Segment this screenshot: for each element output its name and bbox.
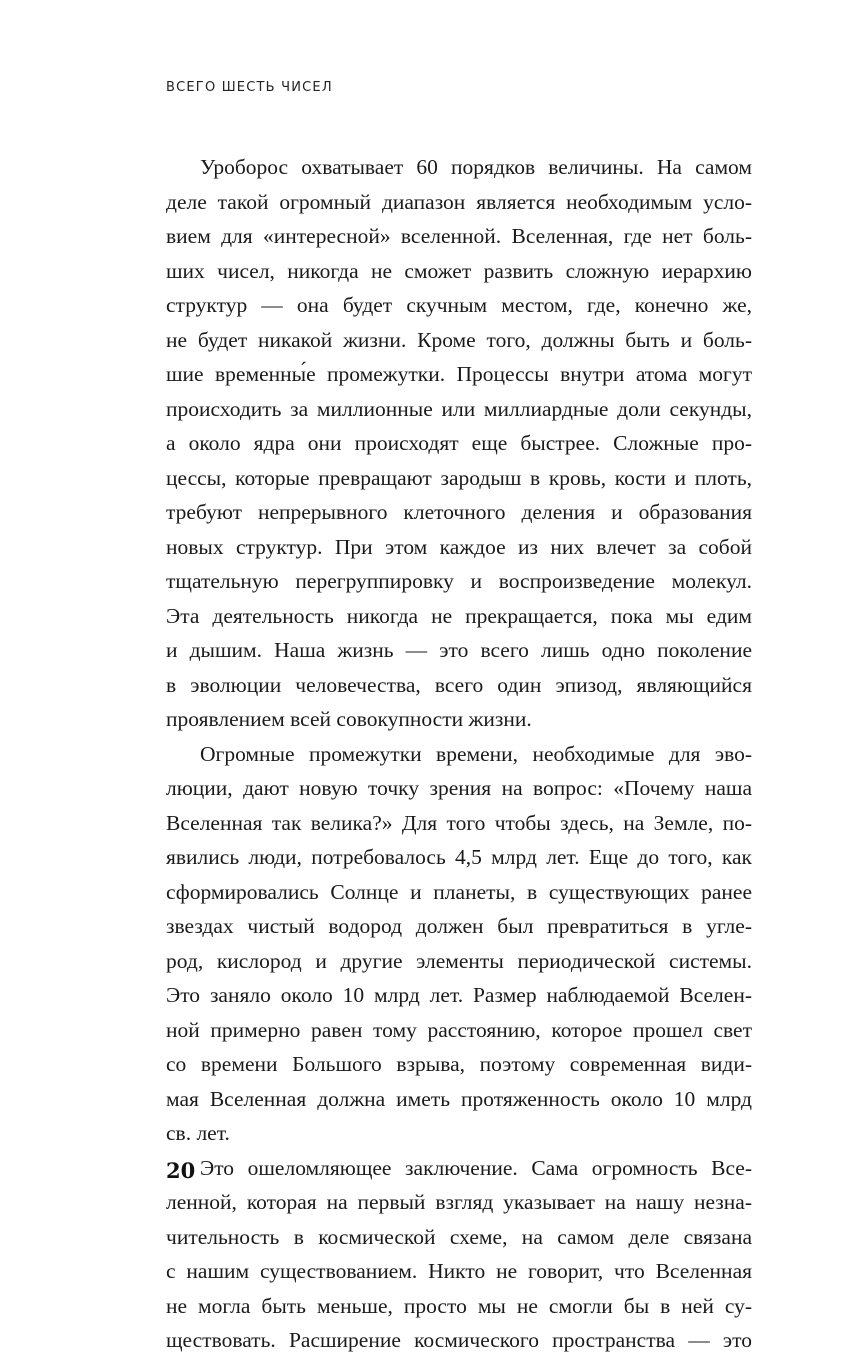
text-line: тщательную перегруппировку и воспроизведение молекул. <box>166 569 752 593</box>
text-line: сформировались Солнце и планеты, в существующих ранее <box>166 879 752 904</box>
page-number: 20 <box>166 1158 196 1183</box>
text-line: а около ядра они происходят еще быстрее. Сложные про- <box>166 431 752 455</box>
text-line: Уроборос охватывает 60 порядков величины. На самом <box>200 155 752 179</box>
paragraph <box>166 1151 752 1358</box>
paragraph <box>166 150 752 737</box>
text-line: со времени Большого взрыва, поэтому современная види- <box>166 1052 752 1076</box>
text-line: происходить за миллионные или миллиардные доли секунды, <box>166 396 752 421</box>
text-line: Это ошеломляющее заключение. Сама огромность Все- <box>200 1155 752 1180</box>
text-line: и дышим. Наша жизнь — это всего лишь одно поколение <box>166 638 752 662</box>
text-line: Это заняло около 10 млрд лет. Размер наблюдаемой Вселен- <box>166 983 752 1007</box>
text-line: ших чисел, никогда не сможет развить сложную иерархию <box>166 258 752 283</box>
text-line: в эволюции человечества, всего один эпизод, являющийся <box>166 672 752 697</box>
text-line: вием для «интересной» вселенной. Вселенная, где нет боль- <box>166 224 752 248</box>
text-line: не будет никакой жизни. Кроме того, должны быть и боль- <box>166 327 752 352</box>
text-line: шие временны́е промежутки. Процессы внутри атома могут <box>166 362 752 386</box>
text-line: цессы, которые превращают зародыш в кровь, кости и плоть, <box>166 465 752 490</box>
text-line: структур — она будет скучным местом, где, конечно же, <box>166 293 752 317</box>
text-line: ленной, которая на первый взгляд указывает на нашу незна- <box>166 1190 752 1214</box>
text-line: ществовать. Расширение космического пространства — это <box>166 1328 752 1352</box>
text-line: мая Вселенная должна иметь протяженность около 10 млрд <box>166 1086 752 1111</box>
text-line: род, кислород и другие элементы периодической системы. <box>166 948 752 973</box>
text-line: люции, дают новую точку зрения на вопрос: «Почему наша <box>166 776 752 800</box>
text-line: звездах чистый водород должен был превратиться в угле- <box>166 914 752 938</box>
text-line: требуют непрерывного клеточного деления и образования <box>166 500 752 524</box>
body-text <box>166 150 752 1358</box>
paragraph <box>166 737 752 1151</box>
text-line: проявлением всей совокупности жизни. <box>166 707 532 731</box>
text-line: Вселенная так велика?» Для того чтобы здесь, на Земле, по- <box>166 810 752 835</box>
text-line: новых структур. При этом каждое из них влечет за собой <box>166 534 752 559</box>
running-header: ВСЕГО ШЕСТЬ ЧИСЕЛ <box>166 80 333 95</box>
text-line: чительность в космической схеме, на самом деле связана <box>166 1224 752 1249</box>
text-line: явились люди, потребовалось 4,5 млрд лет. Еще до того, как <box>166 845 752 869</box>
text-line: св. лет. <box>166 1121 230 1145</box>
text-line: деле такой огромный диапазон является необходимым усло- <box>166 189 752 214</box>
text-line: ной примерно равен тому расстоянию, которое прошел свет <box>166 1017 752 1042</box>
text-line: не могла быть меньше, просто мы не смогли бы в ней су- <box>166 1293 752 1318</box>
text-line: с нашим существованием. Никто не говорит, что Вселенная <box>166 1259 752 1283</box>
text-line: Огромные промежутки времени, необходимые для эво- <box>200 741 752 766</box>
text-line: Эта деятельность никогда не прекращается, пока мы едим <box>166 603 752 628</box>
